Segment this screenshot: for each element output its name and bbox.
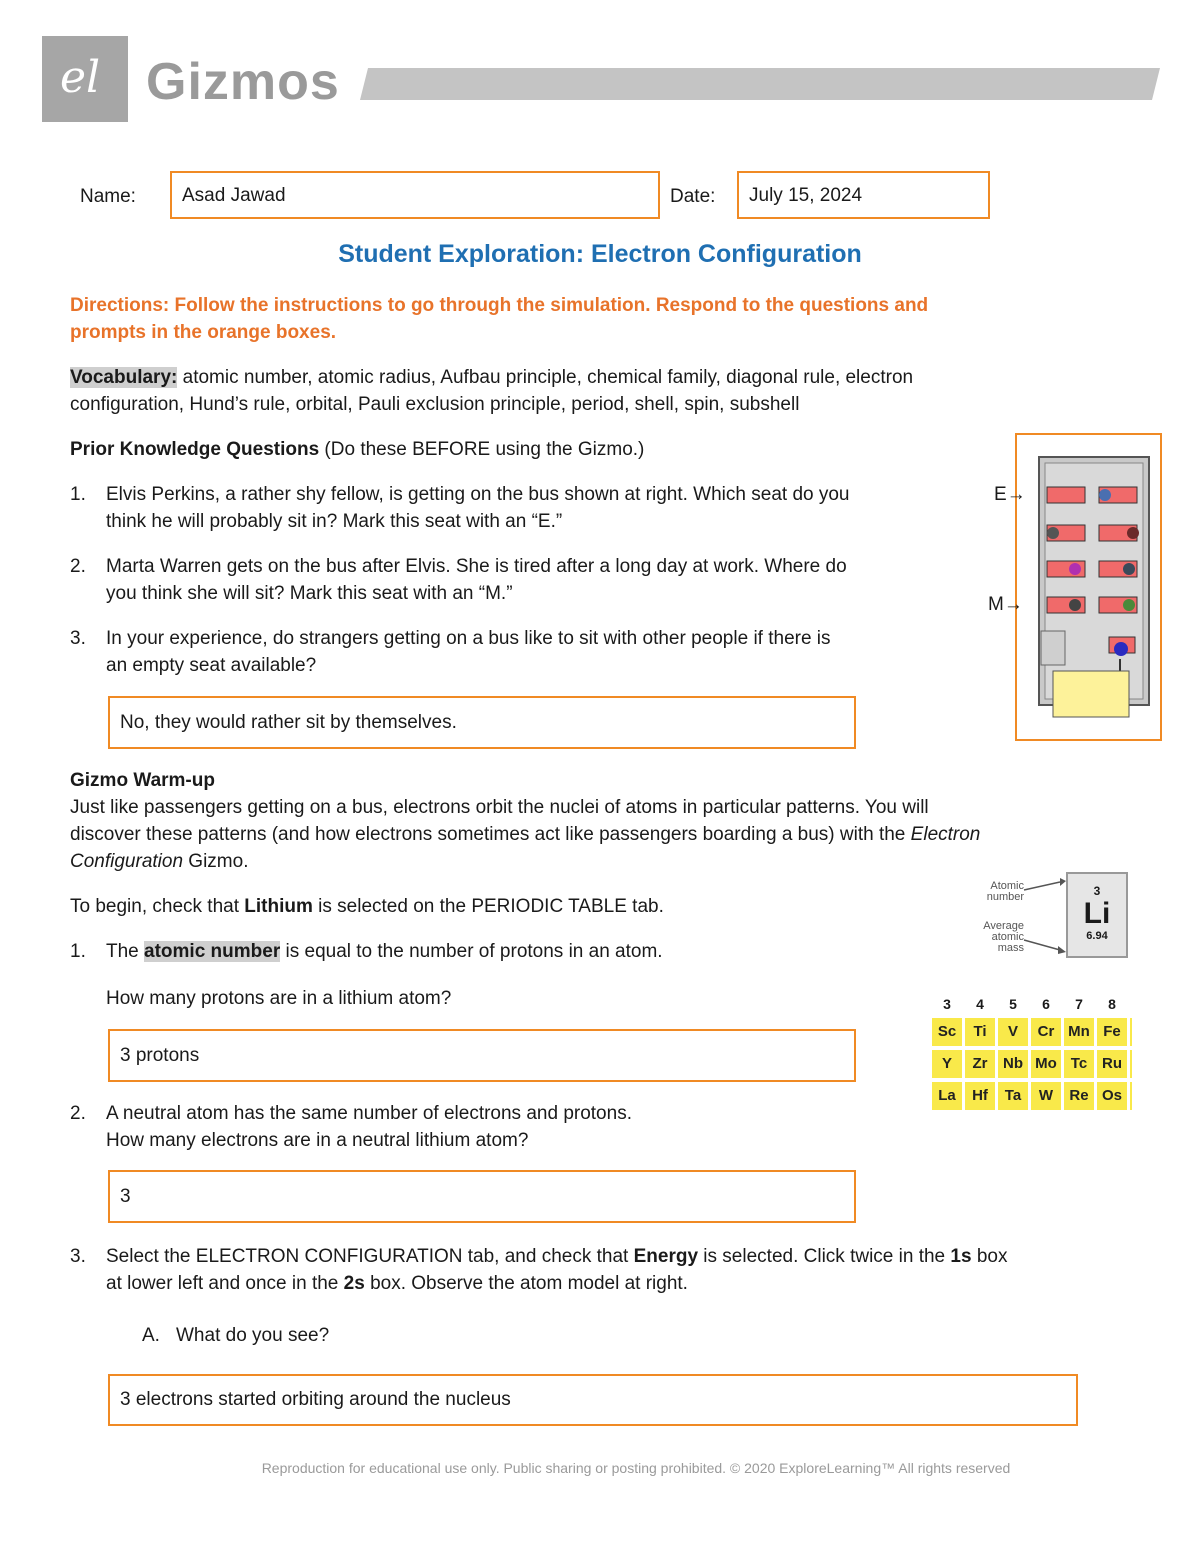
bus-label-m: M→ [988, 594, 1023, 615]
group-label: 6 [1042, 996, 1050, 1012]
element-cell: Ti [965, 1018, 995, 1046]
element-number: 3 [1093, 884, 1101, 898]
warmup-q3a-text: What do you see? [176, 1325, 330, 1346]
element-cell: Mn [1064, 1018, 1094, 1046]
directions-line-1: Directions: Follow the instructions to go through the simulation. Respond to the questions and [70, 295, 929, 316]
element-tile-labels: Atomic number Average atomic mass [983, 880, 1024, 954]
warmup-q2-line-2: How many electrons are in a neutral lithium atom? [106, 1130, 529, 1151]
periodic-table [932, 996, 1132, 1116]
element-cell: V [998, 1018, 1028, 1046]
element-cell: Re [1064, 1082, 1094, 1110]
warmup-q1-sub: How many protons are in a lithium atom? [106, 988, 452, 1009]
prior-q2-line-1: Marta Warren gets on the bus after Elvis. She is tired after a long day at work. Where do [106, 556, 847, 577]
warmup-q1-answer-box[interactable] [108, 1029, 856, 1082]
directions-line-2: prompts in the orange boxes. [70, 322, 337, 343]
logo-mark: el [60, 52, 101, 103]
group-label: 8 [1108, 996, 1116, 1012]
element-cell: La [932, 1082, 962, 1110]
gizmos-logo [42, 36, 128, 122]
group-label: 4 [976, 996, 984, 1012]
warmup-q3-number: 3. [70, 1246, 86, 1267]
name-value: Asad Jawad [182, 185, 286, 206]
element-cell: W [1031, 1082, 1061, 1110]
warmup-q3a-answer-box[interactable] [108, 1374, 1078, 1426]
warmup-q2-line-1: A neutral atom has the same number of electrons and protons. [106, 1103, 632, 1124]
prior-q3-number: 3. [70, 628, 86, 649]
element-cell: Fe [1097, 1018, 1127, 1046]
name-label: Name: [80, 186, 136, 207]
element-cell-partial [1130, 1082, 1132, 1110]
element-cell: Nb [998, 1050, 1028, 1078]
element-cell: Zr [965, 1050, 995, 1078]
page-title: Student Exploration: Electron Configuration [338, 240, 862, 268]
vocabulary-line-1: Vocabulary: atomic number, atomic radius, Aufbau principle, chemical family, diagonal rule, electron [70, 367, 914, 388]
date-label: Date: [670, 186, 716, 207]
vocabulary-line-2: configuration, Hund’s rule, orbital, Pauli exclusion principle, period, shell, spin, subshell [70, 394, 800, 415]
bus-label-e: E→ [994, 484, 1026, 505]
element-cell: Tc [1064, 1050, 1094, 1078]
prior-q3-answer-box[interactable] [108, 696, 856, 749]
element-symbol: Li [1083, 897, 1111, 930]
brand-name: Gizmos [146, 53, 340, 111]
element-tile [1066, 872, 1128, 958]
warmup-q3a-label: A. [142, 1325, 160, 1346]
warmup-q1-line: The atomic number is equal to the number of protons in an atom. [106, 941, 663, 962]
element-cell: Cr [1031, 1018, 1061, 1046]
warmup-q3-line-1: Select the ELECTRON CONFIGURATION tab, and check that Energy is selected. Click twice in the 1s box [106, 1246, 1008, 1267]
date-field[interactable] [737, 171, 990, 219]
warmup-q2-answer: 3 [120, 1186, 131, 1207]
group-label: 7 [1075, 996, 1083, 1012]
warmup-q3a-answer: 3 electrons started orbiting around the nucleus [120, 1389, 511, 1410]
vocabulary-label: Vocabulary: [70, 367, 178, 388]
prior-q3-line-1: In your experience, do strangers getting on a bus like to sit with other people if there is [106, 628, 831, 649]
warmup-p1-line-3: Configuration Gizmo. [70, 851, 249, 872]
prior-q1-number: 1. [70, 484, 86, 505]
element-cell-partial [1130, 1050, 1132, 1078]
prior-q3-line-2: an empty seat available? [106, 655, 317, 676]
group-label: 5 [1009, 996, 1017, 1012]
warmup-q3-line-2: at lower left and once in the 2s box. Observe the atom model at right. [106, 1273, 688, 1294]
prior-knowledge-heading: Prior Knowledge Questions (Do these BEFORE using the Gizmo.) [70, 439, 645, 460]
bus-diagram-box [1015, 433, 1162, 741]
element-cell: Os [1097, 1082, 1127, 1110]
name-field[interactable] [170, 171, 660, 219]
warmup-q2-answer-box[interactable] [108, 1170, 856, 1223]
footer: Reproduction for educational use only. Public sharing or posting prohibited. © 2020 ExploreLearning™ All rights reserved [261, 1460, 1011, 1476]
element-cell: Ru [1097, 1050, 1127, 1078]
warmup-q2-number: 2. [70, 1103, 86, 1124]
prior-q2-line-2: you think she will sit? Mark this seat with an “M.” [106, 583, 513, 604]
prior-q2-number: 2. [70, 556, 86, 577]
warmup-p1-line-1: Just like passengers getting on a bus, electrons orbit the nuclei of atoms in particular patterns. You will [70, 797, 929, 818]
prior-q3-answer: No, they would rather sit by themselves. [120, 712, 457, 733]
bus-diagram [1017, 435, 1159, 738]
element-cell: Y [932, 1050, 962, 1078]
element-tile-pointers [1020, 876, 1066, 956]
warmup-p2: To begin, check that Lithium is selected on the PERIODIC TABLE tab. [70, 896, 664, 917]
warmup-q1-number: 1. [70, 941, 86, 962]
element-cell: Ta [998, 1082, 1028, 1110]
header-bar [360, 68, 1160, 100]
atomic-number-highlight: atomic number [144, 941, 281, 962]
warmup-q1-answer: 3 protons [120, 1045, 200, 1066]
element-mass: 6.94 [1086, 930, 1108, 942]
element-cell: Sc [932, 1018, 962, 1046]
date-value: July 15, 2024 [749, 185, 863, 206]
group-label: 3 [943, 996, 951, 1012]
element-cell-partial [1130, 1018, 1132, 1046]
prior-q1-line-1: Elvis Perkins, a rather shy fellow, is getting on the bus shown at right. Which seat do you [106, 484, 850, 505]
element-cell: Mo [1031, 1050, 1061, 1078]
warmup-p1-line-2: discover these patterns (and how electrons sometimes act like passengers boarding a bus) with the Electron [70, 824, 981, 845]
element-cell: Hf [965, 1082, 995, 1110]
warmup-heading: Gizmo Warm-up [70, 770, 215, 791]
prior-q1-line-2: think he will probably sit in? Mark this seat with an “E.” [106, 511, 563, 532]
